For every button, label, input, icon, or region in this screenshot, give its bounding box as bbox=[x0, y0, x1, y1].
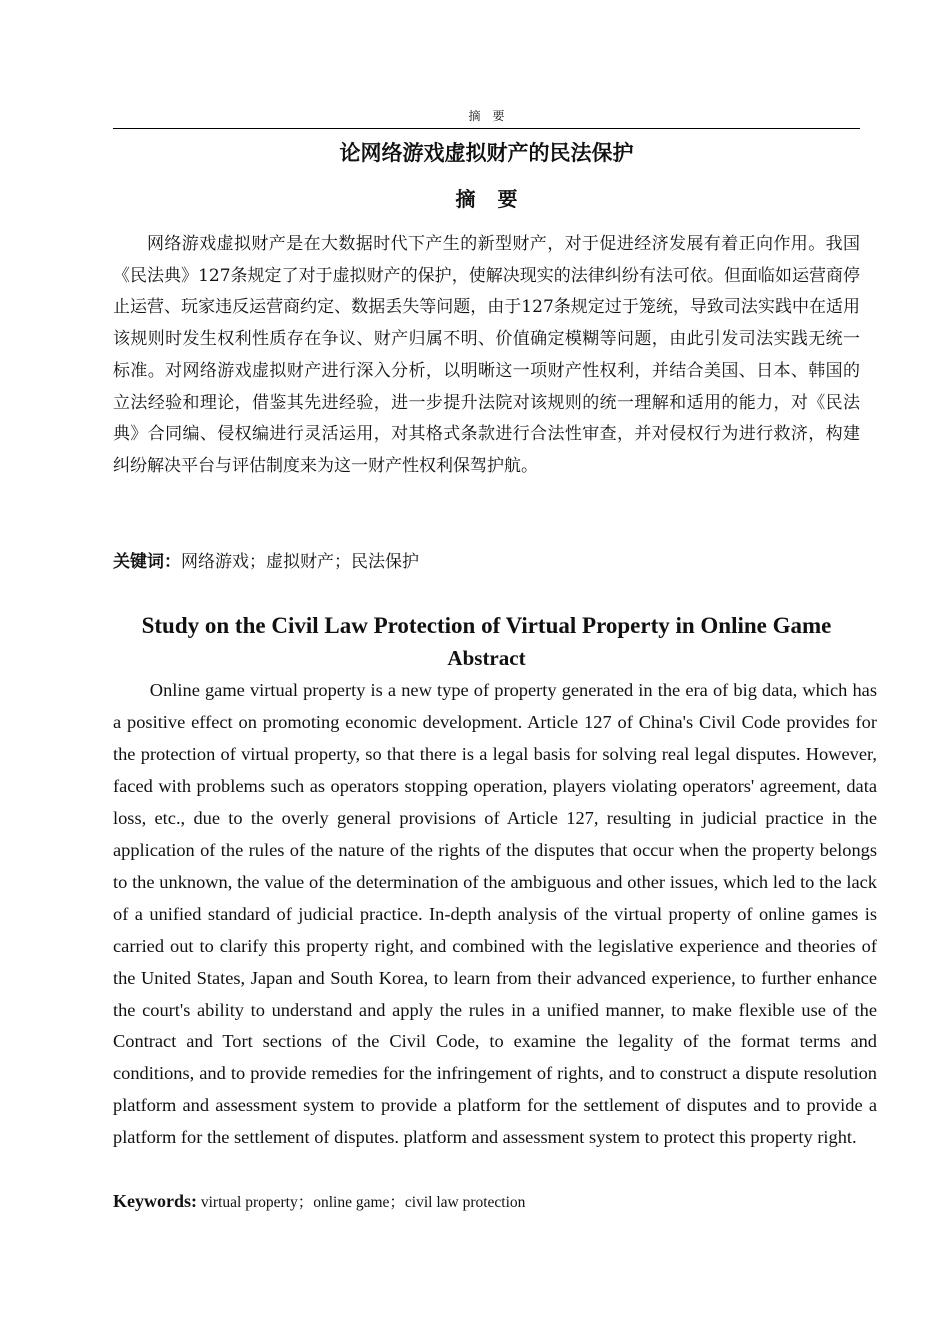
english-keywords bbox=[113, 1187, 877, 1217]
chinese-keywords bbox=[113, 548, 860, 576]
english-abstract-body: Online game virtual property is a new type of property generated in the era of big data, which has a positive effect on promoting economic development. Article 127 of China's Civil Code provides for the protection of virtual property, so that there is a legal basis for solving real legal disputes. However, faced with problems such as operators stopping operation, players violating operators' agreement, data loss, etc., due to the overly general provisions of Article 127, resulting in judicial practice in the application of the rules of the nature of the rights of the disputes that occur when the property belongs to the unknown, the value of the determination of the ambiguous and other issues, which led to the lack of a unified standard of judicial practice. In-depth analysis of the virtual property of online games is carried out to clarify this property right, and combined with the legislative experience and theories of the United States, Japan and South Korea, to learn from their advanced experience, to further enhance the court's ability to understand and apply the rules in a unified manner, to make flexible use of the Contract and Tort sections of the Civil Code, to examine the legality of the format terms and conditions, and to provide remedies for the infringement of rights, and to construct a dispute resolution platform and assessment system to provide a platform for the settlement of disputes and to provide a platform for the settlement of disputes. platform and assessment system to protect this property right. bbox=[113, 680, 877, 1148]
english-keywords-label: Keywords: bbox=[113, 1191, 197, 1211]
english-title: Study on the Civil Law Protection of Virtual Property in Online Game bbox=[141, 613, 832, 638]
english-keywords-text: virtual property；online game；civil law protection bbox=[200, 1194, 526, 1211]
chinese-abstract-heading: 摘要 bbox=[455, 187, 540, 211]
chinese-abstract-body: 网络游戏虚拟财产是在大数据时代下产生的新型财产，对于促进经济发展有着正向作用。我国《民法典》127条规定了对于虚拟财产的保护，使解决现实的法律纠纷有法可依。但面临如运营商停止运营、玩家违反运营商约定、数据丢失等问题，由于127条规定过于笼统，导致司法实践中在适用该规则时发生权利性质存在争议、财产归属不明、价值确定模糊等问题，由此引发司法实践无统一标准。对网络游戏虚拟财产进行深入分析，以明晰这一项财产性权利，并结合美国、日本、韩国的立法经验和理论，借鉴其先进经验，进一步提升法院对该规则的统一理解和适用的能力，对《民法典》合同编、侵权编进行灵活运用，对其格式条款进行合法性审查，并对侵权行为进行救济，构建纠纷解决平台与评估制度来为这一财产性权利保驾护航。 bbox=[113, 234, 860, 476]
running-header: 摘要 bbox=[468, 109, 517, 123]
chinese-keywords-label: 关键词： bbox=[113, 552, 181, 572]
chinese-title: 论网络游戏虚拟财产的民法保护 bbox=[339, 141, 634, 165]
english-abstract-heading: Abstract bbox=[447, 646, 526, 670]
header-divider bbox=[113, 128, 860, 129]
chinese-keywords-text: 网络游戏；虚拟财产；民法保护 bbox=[181, 552, 419, 572]
